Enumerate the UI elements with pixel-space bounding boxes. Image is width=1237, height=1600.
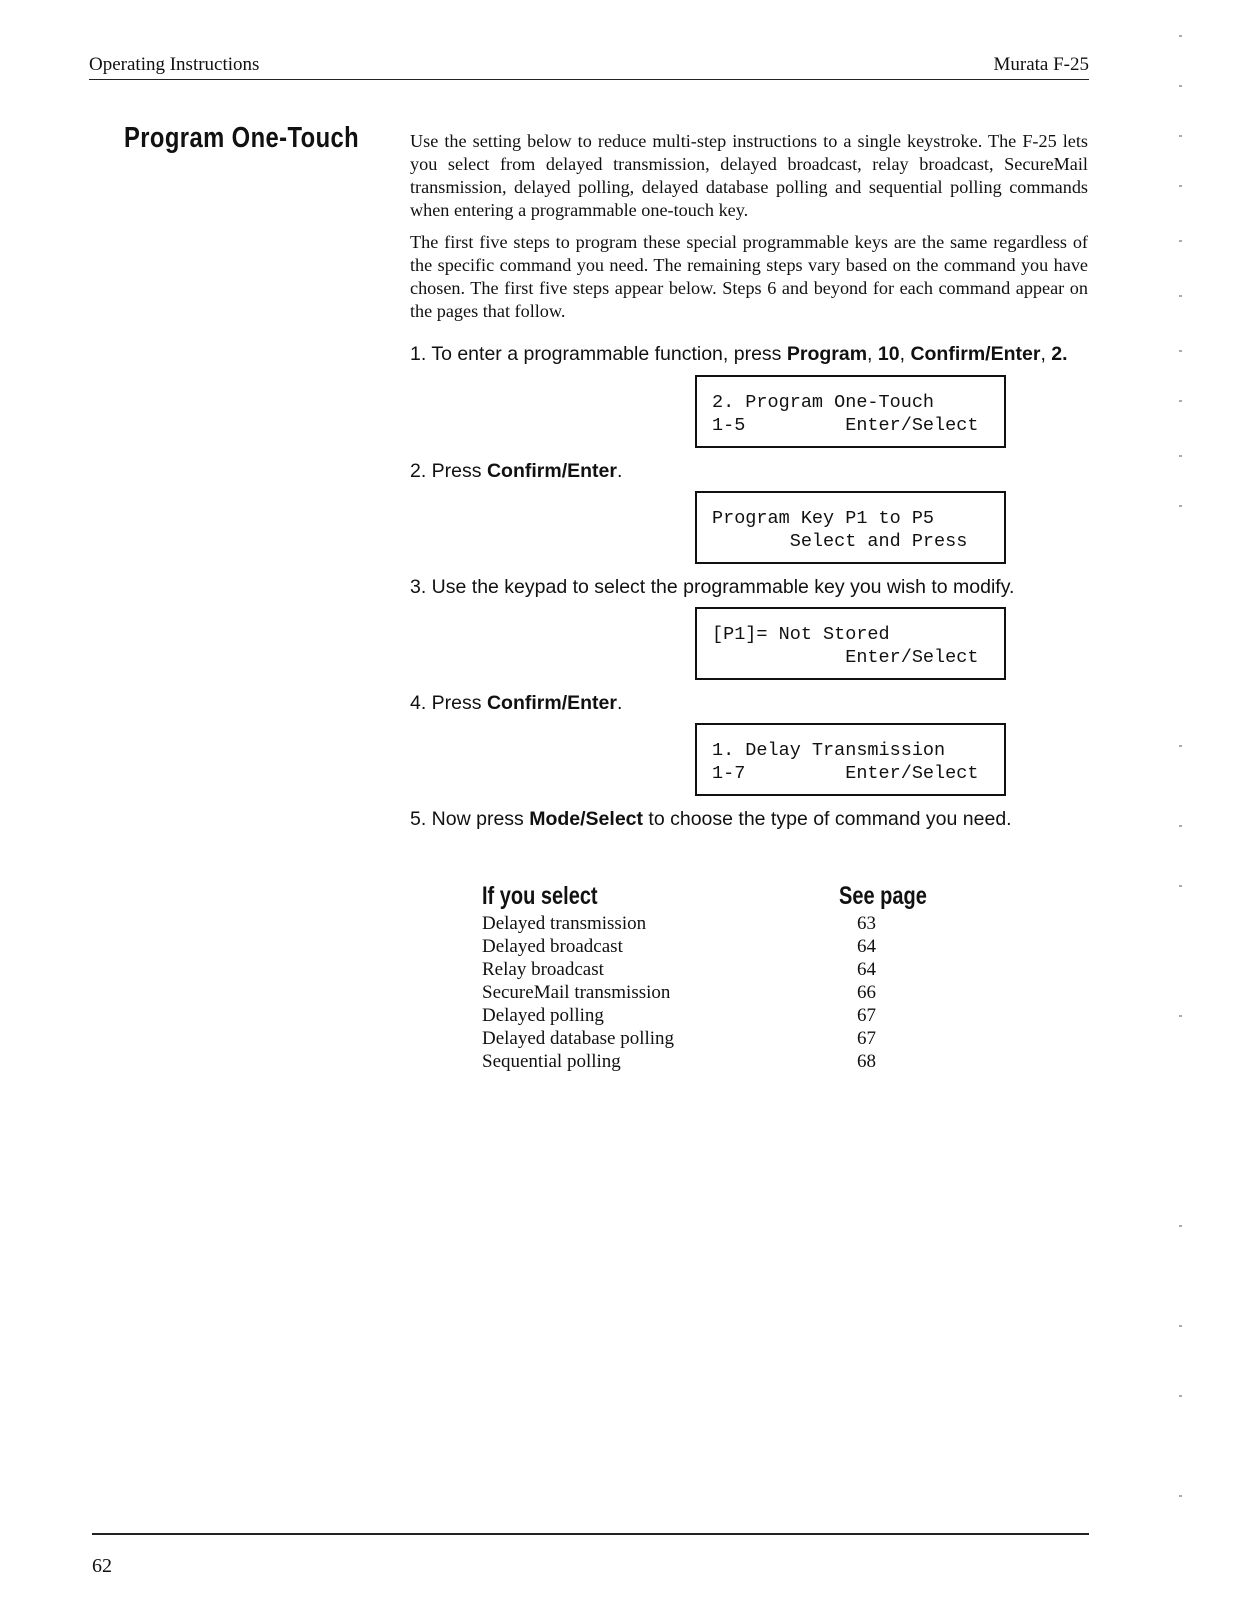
separator: , (1040, 343, 1052, 365)
option-cell: Delayed database polling (482, 1028, 675, 1049)
intro-paragraph-2: The first five steps to program these special programmable keys are the same regardless of the specific command you need. The remaining steps vary based on the command you have chosen. The first five steps appear below. Steps 6 and beyond for each command appear on the pages that follow. (410, 232, 1088, 321)
key-program: Program (786, 343, 868, 365)
lcd-line-1: Program Key P1 to P5 (712, 508, 935, 529)
page-cell: 67 (857, 1005, 876, 1026)
table-row (482, 1027, 917, 1050)
table-row (482, 912, 917, 935)
lcd-display-1 (695, 375, 1006, 448)
lcd-line-2: Enter/Select (712, 647, 979, 668)
page-cell: 63 (857, 913, 876, 934)
page-cell: 64 (857, 936, 876, 957)
section-title: Program One-Touch (124, 122, 360, 154)
table-row (482, 1050, 917, 1073)
option-cell: Delayed polling (482, 1005, 604, 1026)
lcd-line-1: 2. Program One-Touch (712, 392, 935, 413)
lcd-line-1: 1. Delay Transmission (712, 740, 946, 761)
header-rule (89, 79, 1089, 80)
lcd-line-2: Select and Press (712, 531, 968, 552)
step-4 (410, 692, 622, 715)
lcd-line-1: [P1]= Not Stored (712, 624, 890, 645)
separator: , (867, 343, 878, 365)
command-page-table (482, 912, 917, 1073)
step-2-text: 2. Press (410, 460, 487, 482)
option-cell: Delayed transmission (482, 913, 647, 934)
running-header-left: Operating Instructions (89, 54, 260, 75)
step-1 (410, 343, 1068, 366)
option-cell: Relay broadcast (482, 959, 604, 980)
table-header-page: See page (839, 882, 927, 910)
step-5 (410, 808, 1012, 831)
separator: , (899, 343, 911, 365)
intro-paragraph-1: Use the setting below to reduce multi-step instructions to a single keystroke. The F-25 lets you select from delayed transmission, delayed broadcast, relay broadcast, SecureMail transmission, delayed polling, delayed database polling and sequential polling commands when entering a programmable one-touch key. (410, 131, 1088, 220)
lcd-display-3 (695, 607, 1006, 680)
step-4-period: . (616, 692, 623, 714)
lcd-display-2 (695, 491, 1006, 564)
key-10: 10 (877, 343, 900, 365)
lcd-display-4 (695, 723, 1006, 796)
key-confirm-enter: Confirm/Enter (486, 460, 617, 482)
step-1-text: 1. To enter a programmable function, press (410, 343, 787, 365)
footer-rule (92, 1533, 1089, 1535)
scan-margin-noise (1179, 25, 1189, 1545)
key-confirm-enter: Confirm/Enter (486, 692, 617, 714)
page-cell: 66 (857, 982, 876, 1003)
page-cell: 67 (857, 1028, 876, 1049)
page-cell: 68 (857, 1051, 876, 1072)
step-5-text-end: to choose the type of command you need. (643, 808, 1012, 830)
table-row (482, 935, 917, 958)
step-5-text: 5. Now press (410, 808, 530, 830)
lcd-line-2: 1-5 Enter/Select (712, 415, 979, 436)
table-row (482, 958, 917, 981)
table-row (482, 1004, 917, 1027)
option-cell: SecureMail transmission (482, 982, 671, 1003)
step-1-period: . (1062, 343, 1068, 365)
lcd-line-2: 1-7 Enter/Select (712, 763, 979, 784)
key-mode-select: Mode/Select (529, 808, 644, 830)
key-confirm-enter: Confirm/Enter (910, 343, 1041, 365)
step-4-text: 4. Press (410, 692, 487, 714)
option-cell: Delayed broadcast (482, 936, 623, 957)
page-cell: 64 (857, 959, 876, 980)
running-header-right: Murata F-25 (993, 54, 1089, 75)
step-2-period: . (616, 460, 623, 482)
key-2: 2 (1051, 343, 1063, 365)
page-number: 62 (92, 1555, 112, 1577)
step-2 (410, 460, 622, 483)
table-row (482, 981, 917, 1004)
step-3: 3. Use the keypad to select the programmable key you wish to modify. (410, 576, 1015, 598)
option-cell: Sequential polling (482, 1051, 621, 1072)
table-header-option: If you select (482, 882, 598, 910)
